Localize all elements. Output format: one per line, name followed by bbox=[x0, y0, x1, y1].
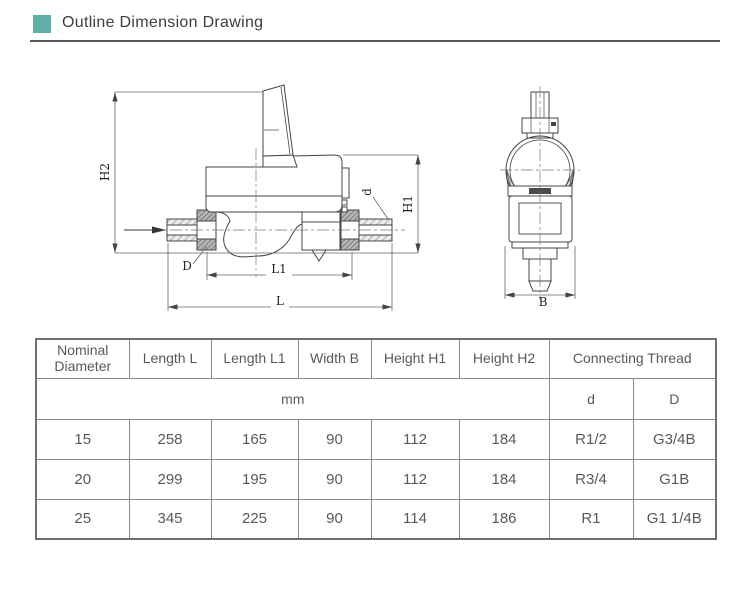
col-header-length-l1: Length L1 bbox=[211, 339, 298, 378]
table-cell: 20 bbox=[36, 459, 129, 499]
table-cell: 165 bbox=[211, 419, 298, 459]
table-unit-row bbox=[36, 378, 716, 419]
antenna-lever bbox=[263, 85, 297, 167]
col-header-height-h2: Height H2 bbox=[459, 339, 549, 378]
dim-label-h2: H2 bbox=[98, 162, 112, 182]
dim-label-h1: H1 bbox=[401, 194, 415, 214]
table-cell: 258 bbox=[129, 419, 211, 459]
section-title: Outline Dimension Drawing bbox=[62, 14, 264, 31]
unit-cell-mm: mm bbox=[36, 378, 549, 419]
col-header-connecting-thread: Connecting Thread bbox=[549, 339, 716, 378]
table-cell: 15 bbox=[36, 419, 129, 459]
table-cell: 90 bbox=[298, 499, 371, 539]
dim-label-d-big: D bbox=[182, 259, 192, 273]
table-cell: 184 bbox=[459, 459, 549, 499]
dim-label-l: L bbox=[276, 294, 284, 308]
meter-body bbox=[216, 212, 302, 257]
subheader-d-small: d bbox=[549, 378, 633, 419]
col-header-nominal-diameter: Nominal Diameter bbox=[36, 339, 129, 378]
table-cell: 90 bbox=[298, 419, 371, 459]
table-cell: 114 bbox=[371, 499, 459, 539]
dimension-table-wrap bbox=[35, 338, 715, 540]
table-cell: R1 bbox=[549, 499, 633, 539]
table-cell: 184 bbox=[459, 419, 549, 459]
subheader-d-big: D bbox=[633, 378, 716, 419]
dim-label-b: B bbox=[538, 295, 548, 309]
table-cell: 186 bbox=[459, 499, 549, 539]
table-cell: 90 bbox=[298, 459, 371, 499]
flow-arrow-icon bbox=[124, 227, 166, 234]
col-header-width-b: Width B bbox=[298, 339, 371, 378]
table-cell: 225 bbox=[211, 499, 298, 539]
end-view bbox=[500, 86, 580, 309]
table-row bbox=[36, 459, 716, 499]
table-row bbox=[36, 499, 716, 539]
table-cell: 299 bbox=[129, 459, 211, 499]
col-header-length-l: Length L bbox=[129, 339, 211, 378]
table-cell: 25 bbox=[36, 499, 129, 539]
side-view bbox=[98, 85, 418, 311]
table-cell: R3/4 bbox=[549, 459, 633, 499]
col-header-height-h1: Height H1 bbox=[371, 339, 459, 378]
table-cell: 112 bbox=[371, 419, 459, 459]
table-cell: 195 bbox=[211, 459, 298, 499]
table-cell: R1/2 bbox=[549, 419, 633, 459]
table-cell: G1 1/4B bbox=[633, 499, 716, 539]
table-header-row bbox=[36, 339, 716, 378]
table-cell: 345 bbox=[129, 499, 211, 539]
table-cell: 112 bbox=[371, 459, 459, 499]
table-cell: G1B bbox=[633, 459, 716, 499]
table-row bbox=[36, 419, 716, 459]
valve-block bbox=[302, 212, 340, 261]
dim-label-l1: L1 bbox=[271, 262, 287, 276]
dim-label-d-small: d bbox=[360, 188, 374, 196]
table-cell: G3/4B bbox=[633, 419, 716, 459]
dimension-table bbox=[35, 338, 717, 540]
